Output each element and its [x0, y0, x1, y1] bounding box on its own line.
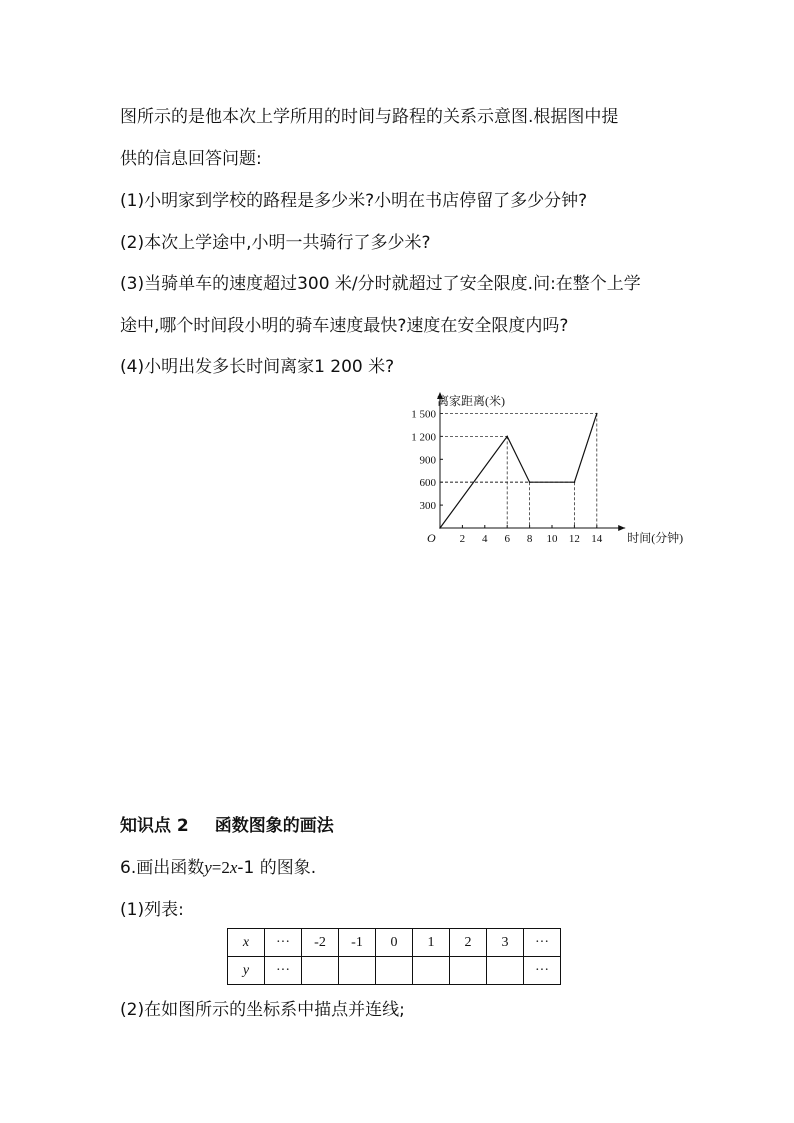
data-point — [439, 527, 441, 529]
table-cell: 1 — [413, 929, 450, 957]
q6-eq: =2 — [211, 858, 230, 877]
table-header-y: y — [228, 957, 265, 985]
table-cell: -1 — [339, 929, 376, 957]
table-cell: 3 — [487, 929, 524, 957]
x-tick-label: 10 — [546, 533, 558, 545]
q6-prefix: 6.画出函数 — [120, 858, 205, 878]
data-point — [506, 436, 508, 438]
y-axis-label: 离家距离(米) — [437, 394, 505, 408]
y-tick-label: 900 — [419, 454, 436, 467]
table-cell[interactable] — [302, 957, 339, 985]
section-label: 知识点 2 — [120, 816, 189, 836]
table-cell[interactable]: ··· — [265, 957, 302, 985]
q6-suffix: -1 的图象. — [237, 858, 317, 878]
table-row-x — [228, 929, 561, 957]
value-table — [227, 928, 561, 985]
data-point — [529, 481, 531, 483]
question-4: (4)小明出发多长时间离家1 200 米? — [120, 357, 395, 377]
x-axis-arrow — [618, 525, 625, 531]
paragraph-intro-2: 供的信息回答问题: — [120, 149, 262, 169]
table-row-y — [228, 957, 561, 985]
y-tick-label: 1 500 — [411, 408, 436, 421]
q6-step-1: (1)列表: — [120, 900, 184, 920]
table-header-x: x — [228, 929, 265, 957]
table-cell[interactable] — [413, 957, 450, 985]
question-2: (2)本次上学途中,小明一共骑行了多少米? — [120, 233, 431, 253]
q6-var-y: y — [204, 858, 212, 877]
table-cell: -2 — [302, 929, 339, 957]
section-title: 函数图象的画法 — [214, 816, 334, 836]
section-heading — [120, 816, 334, 836]
table-cell[interactable] — [339, 957, 376, 985]
table-cell: 2 — [450, 929, 487, 957]
distance-time-chart — [395, 388, 685, 553]
paragraph-intro-1: 图所示的是他本次上学所用的时间与路程的关系示意图.根据图中提 — [120, 107, 619, 127]
table-cell: ··· — [265, 929, 302, 957]
data-point — [596, 413, 598, 415]
table-cell[interactable] — [376, 957, 413, 985]
x-tick-label: 8 — [526, 533, 533, 545]
x-tick-label: 6 — [504, 533, 510, 545]
table-cell: ··· — [524, 957, 561, 985]
q6-step-2: (2)在如图所示的坐标系中描点并连线; — [120, 1000, 405, 1020]
y-tick-label: 600 — [419, 477, 436, 490]
x-tick-label: 4 — [482, 533, 488, 545]
y-tick-label: 1 200 — [411, 431, 436, 444]
x-tick-label: 12 — [568, 533, 580, 545]
x-tick-label: 14 — [591, 533, 603, 545]
table-cell[interactable] — [450, 957, 487, 985]
table-cell: ··· — [524, 929, 561, 957]
question-1: (1)小明家到学校的路程是多少米?小明在书店停留了多少分钟? — [120, 191, 588, 211]
series-line — [440, 414, 597, 528]
table-cell[interactable] — [487, 957, 524, 985]
table-cell: 0 — [376, 929, 413, 957]
question-3-line-1: (3)当骑单车的速度超过300 米/分时就超过了安全限度.问:在整个上学 — [120, 274, 641, 294]
question-6 — [120, 858, 316, 878]
x-axis-label: 时间(分钟) — [627, 531, 684, 545]
y-tick-label: 300 — [419, 500, 436, 513]
x-tick-label: 2 — [459, 533, 466, 545]
question-3-line-2: 途中,哪个时间段小明的骑车速度最快?速度在安全限度内吗? — [120, 316, 569, 336]
data-point — [574, 481, 576, 483]
q6-var-x: x — [229, 858, 238, 877]
origin-label: O — [427, 531, 436, 545]
